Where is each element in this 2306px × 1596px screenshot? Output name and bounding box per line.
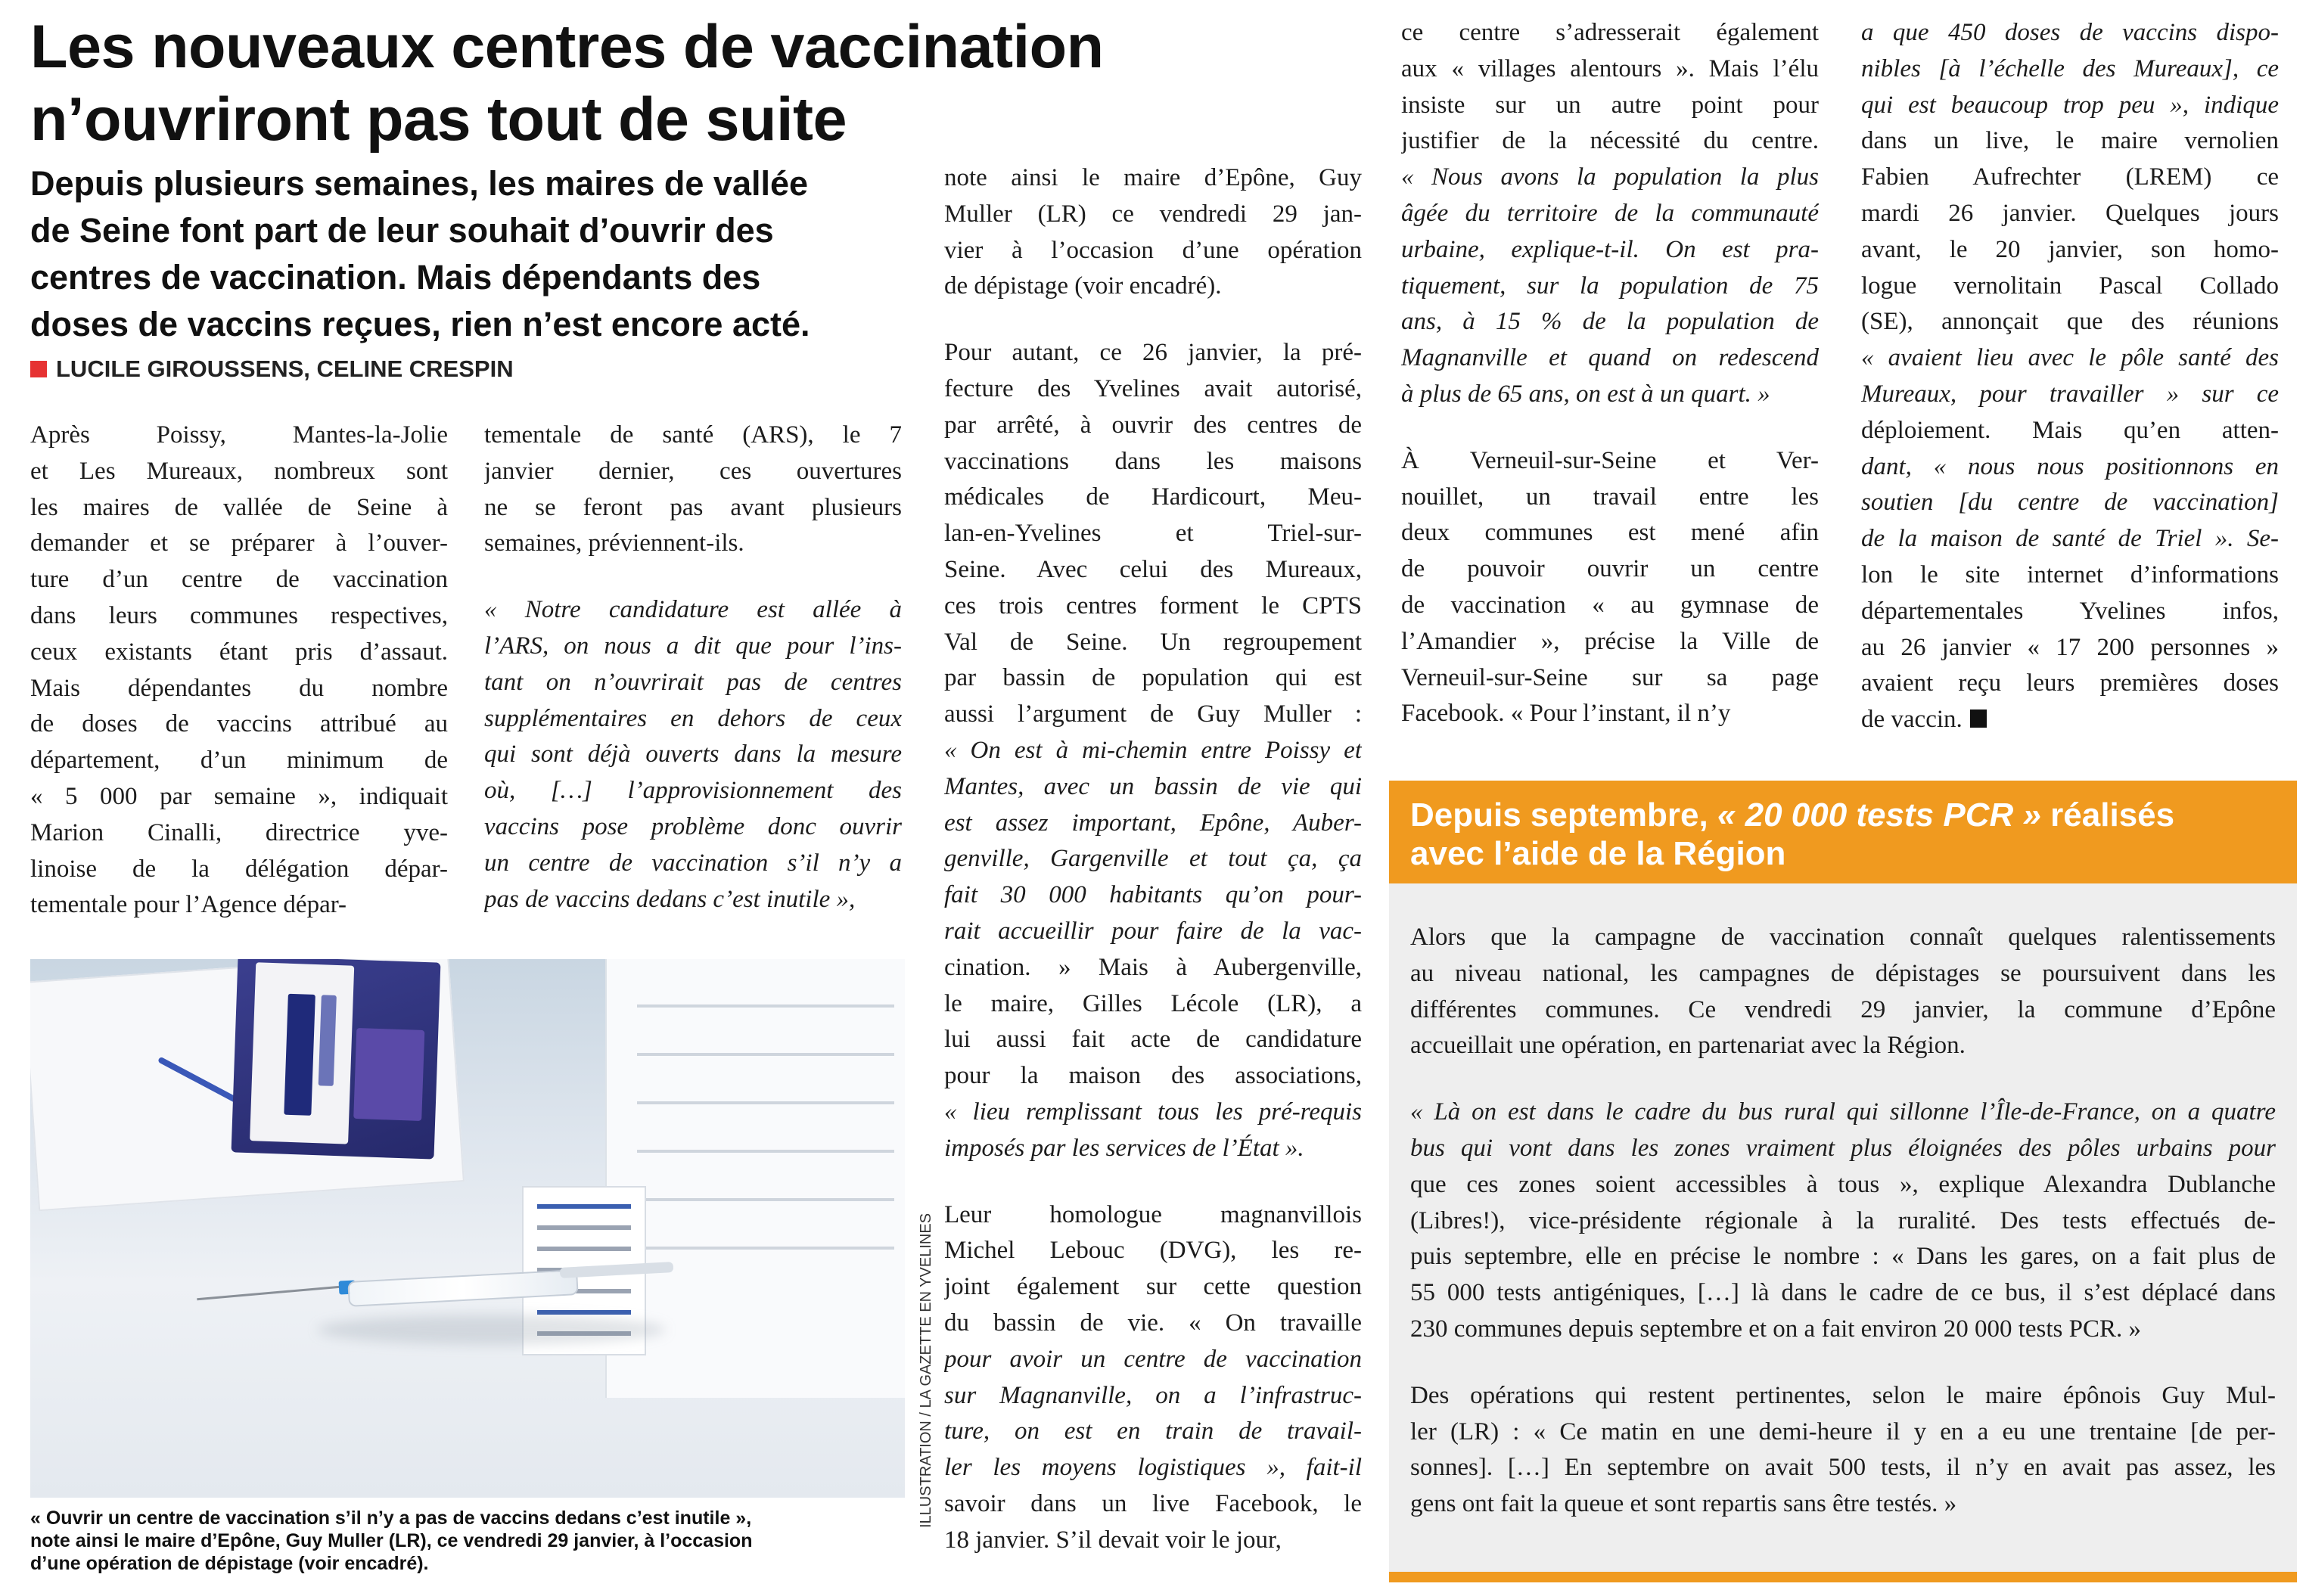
text-line: soutien [du centre de vaccination] xyxy=(1861,489,2279,517)
text-line: aussi l’argument de Guy Muller : xyxy=(944,700,1362,728)
text-line: fait 30 000 habitants qu’on pour- xyxy=(944,881,1362,909)
column-5-paragraph xyxy=(1861,15,2279,738)
text-line: du bassin de vie. « On travaille xyxy=(944,1309,1362,1337)
sidebar-paragraph-1 xyxy=(1410,920,2276,1064)
text-line: départementales Yvelines infos, xyxy=(1861,597,2279,625)
text-line: que ces zones soient accessibles à tous », explique Alexandra Dublanche xyxy=(1410,1170,2276,1198)
text-line: 230 communes depuis septembre et on a fait environ 20 000 tests PCR. » xyxy=(1410,1315,2142,1343)
sidebar-title-pre: Depuis septembre, xyxy=(1410,796,1717,834)
text-line: « 5 000 par semaine », indiquait xyxy=(30,782,448,810)
compress-box xyxy=(232,959,441,1160)
text-line: ans, à 15 % de la population de xyxy=(1401,308,1819,336)
text-line: vaccins pose problème donc ouvrir xyxy=(484,812,902,840)
article-column-4 xyxy=(1401,15,1819,732)
text-line: de la maison de santé de Triel ». Se- xyxy=(1861,525,2279,553)
text-line: aux « villages alentours ». Mais l’élu xyxy=(1401,54,1819,82)
text-line: Depuis plusieurs semaines, les maires de vallée xyxy=(30,164,809,203)
text-line: janvier dernier, ces ouvertures xyxy=(484,457,902,485)
text-line: nibles [à l’échelle des Mureaux], ce xyxy=(1861,54,2279,82)
text-line: de pouvoir ouvrir un centre xyxy=(1401,555,1819,583)
text-line: « On est à mi-chemin entre Poissy et xyxy=(944,736,1362,764)
text-line: « Notre candidature est allée à xyxy=(484,596,902,624)
text-line: un centre de vaccination s’il n’y a xyxy=(484,849,902,877)
headline-line-1: Les nouveaux centres de vaccination xyxy=(30,13,1104,81)
text-line: au niveau national, les campagnes de dépistages se poursuivent dans les xyxy=(1410,959,2276,987)
text-line: Magnanville et quand on redescend xyxy=(1401,344,1819,372)
text-line: « Ouvrir un centre de vaccination s’il n’y a pas de vaccins dedans c’est inutile », xyxy=(30,1508,752,1529)
photo-credit: ILLUSTRATION / LA GAZETTE EN YVELINES xyxy=(917,1213,934,1529)
text-line: l’Amandier », précise la Ville de xyxy=(1401,627,1819,655)
text-line: a que 450 doses de vaccins dispo- xyxy=(1861,19,2279,46)
text-line: où, […] l’approvisionnement des xyxy=(484,777,902,805)
text-line: insiste sur un autre point pour xyxy=(1401,91,1819,119)
sidebar-bottom-rule xyxy=(1389,1572,2297,1582)
text-line: genville, Gargenville et tout ça, ça xyxy=(944,845,1362,873)
text-line: ture, on est en train de travail- xyxy=(944,1417,1362,1445)
needle xyxy=(197,1286,340,1301)
text-line: puis septembre, elle en précise le nombre : « Dans les gares, on a fait plus de xyxy=(1410,1243,2276,1271)
text-line: département, d’un minimum de xyxy=(30,747,448,775)
text-line: avant, le 20 janvier, son homo- xyxy=(1861,235,2279,263)
text-line: mardi 26 janvier. Quelques jours xyxy=(1861,199,2279,227)
text-line: tiquement, sur la population de 75 xyxy=(1401,272,1819,300)
text-line: de dépistage (voir encadré). xyxy=(944,272,1222,300)
text-line: d’une opération de dépistage (voir encadré). xyxy=(30,1553,429,1574)
text-line: Val de Seine. Un regroupement xyxy=(944,628,1362,656)
text-line: Marion Cinalli, directrice yve- xyxy=(30,818,448,846)
text-line: Facebook. « Pour l’instant, il n’y xyxy=(1401,700,1731,728)
text-line: 18 janvier. S’il devait voir le jour, xyxy=(944,1526,1282,1554)
text-line: l’ARS, on nous a dit que pour l’ins- xyxy=(484,632,902,660)
text-line: ture d’un centre de vaccination xyxy=(30,566,448,594)
text-line: accueillait une opération, en partenariat avec la Région. xyxy=(1410,1032,1966,1060)
text-line: Verneuil-sur-Seine sur sa page xyxy=(1401,663,1819,691)
text-line: « Là on est dans le cadre du bus rural qui sillonne l’Île-de-France, on a quatre xyxy=(1410,1098,2276,1126)
text-line: « Nous avons la population la plus xyxy=(1401,163,1819,191)
text-line: le maire, Gilles Lécole (LR), a xyxy=(944,989,1362,1017)
column-3-paragraph-2 xyxy=(944,335,1362,1166)
text-line: ceux existants étant pris d’assaut. xyxy=(30,638,448,666)
byline-authors: LUCILE GIROUSSENS, CELINE CRESPIN xyxy=(56,356,514,382)
article-column-3 xyxy=(944,160,1362,1558)
photo-caption xyxy=(30,1507,908,1575)
text-line: 55 000 tests antigéniques, […] là dans le cadre de ce bus, il s’est déplacé dans xyxy=(1410,1279,2276,1307)
text-line: de Seine font part de leur souhait d’ouvrir des xyxy=(30,211,774,250)
text-line: doses de vaccins reçues, rien n’est encore acté. xyxy=(30,305,810,343)
text-line: urbaine, explique-t-il. On est pra- xyxy=(1401,235,1819,263)
text-line: médicales de Hardicourt, Meu- xyxy=(944,483,1362,511)
text-line: nouillet, un travail entre les xyxy=(1401,483,1819,511)
column-4-paragraph-1 xyxy=(1401,15,1819,413)
text-line: À Verneuil-sur-Seine et Ver- xyxy=(1401,446,1819,474)
text-line: ne se feront pas avant plusieurs xyxy=(484,493,902,521)
text-line: ce centre s’adresserait également xyxy=(1401,19,1819,46)
text-line: gens ont fait la queue et sont repartis sans être testés. » xyxy=(1410,1490,1957,1518)
text-line: âgée du territoire de la communauté xyxy=(1401,199,1819,227)
text-line: de vaccination « au gymnase de xyxy=(1401,591,1819,619)
text-line: différentes communes. Ce vendredi 29 janvier, la commune d’Epône xyxy=(1410,995,2276,1023)
text-line: au 26 janvier « 17 200 personnes » xyxy=(1861,633,2279,661)
text-line: rait accueillir pour faire de la vac- xyxy=(944,917,1362,945)
column-3-paragraph-1 xyxy=(944,160,1362,305)
text-line: Mantes, avec un bassin de vie qui xyxy=(944,772,1362,800)
text-line: tant on n’ouvrirait pas de centres xyxy=(484,668,902,696)
column-2-paragraph-1 xyxy=(484,418,902,562)
headline-line-2: n’ouvriront pas tout de suite xyxy=(30,85,847,154)
article-headline xyxy=(30,11,1392,156)
text-line: lan-en-Yvelines et Triel-sur- xyxy=(944,520,1362,548)
text-line: dans leurs communes respectives, xyxy=(30,601,448,629)
text-line: tementale de santé (ARS), le 7 xyxy=(484,421,902,449)
text-line: savoir dans un live Facebook, le xyxy=(944,1489,1362,1517)
text-line: (SE), annonçait que des réunions xyxy=(1861,308,2279,336)
text-line: justifier de la nécessité du centre. xyxy=(1401,127,1819,155)
end-of-article-icon xyxy=(1970,710,1987,728)
text-line: Mureaux, pour travailler » sur ce xyxy=(1861,380,2279,408)
text-line: sonnes]. […] En septembre on avait 500 tests, il n’y en avait pas assez, les xyxy=(1410,1454,2276,1482)
text-line: fecture des Yvelines avait autorisé, xyxy=(944,374,1362,402)
text-line: ces trois centres forment le CPTS xyxy=(944,592,1362,619)
article-column-2 xyxy=(484,418,902,918)
text-line: supplémentaires en dehors de ceux xyxy=(484,704,902,732)
column-4-paragraph-2 xyxy=(1401,443,1819,732)
sidebar-title-line-2: avec l’aide de la Région xyxy=(1410,835,1786,872)
sidebar-body xyxy=(1389,883,2297,1572)
text-line: de doses de vaccins attribué au xyxy=(30,710,448,738)
text-line: semaines, préviennent-ils. xyxy=(484,529,744,557)
text-line: par arrêté, à ouvrir des centres de xyxy=(944,411,1362,439)
text-line: ler (LR) : « Ce matin en une demi-heure il y en a eu une trentaine [de per- xyxy=(1410,1417,2276,1445)
text-line: pas de vaccins dedans c’est inutile », xyxy=(484,885,856,913)
text-line: Leur homologue magnanvillois xyxy=(944,1200,1362,1228)
text-line: joint également sur cette question xyxy=(944,1273,1362,1301)
text-line: avaient reçu leurs premières doses xyxy=(1861,669,2279,697)
text-line: Après Poissy, Mantes-la-Jolie xyxy=(30,421,448,449)
text-line: « lieu remplissant tous les pré-requis xyxy=(944,1098,1362,1126)
text-line: pour avoir un centre de vaccination xyxy=(944,1345,1362,1373)
sidebar-paragraph-3 xyxy=(1410,1378,2276,1523)
text-line: deux communes est mené afin xyxy=(1401,519,1819,547)
column-2-quote xyxy=(484,592,902,918)
text-line: imposés par les services de l’État ». xyxy=(944,1134,1304,1162)
sidebar-title-quote: « 20 000 tests PCR » xyxy=(1717,796,2041,834)
text-line: demander et se préparer à l’ouver- xyxy=(30,529,448,557)
text-line: dans un live, le maire vernolien xyxy=(1861,127,2279,155)
text-line: qui sont déjà ouverts dans la mesure xyxy=(484,741,902,769)
text-line: déploiement. Mais qu’en atten- xyxy=(1861,416,2279,444)
text-line: vaccinations dans les maisons xyxy=(944,447,1362,475)
text-line: centres de vaccination. Mais dépendants des xyxy=(30,258,761,297)
text-line: bus qui vont dans les zones vraiment plus éloignées des pôles urbains pour xyxy=(1410,1134,2276,1162)
text-line: par bassin de population qui est xyxy=(944,664,1362,692)
article-column-5 xyxy=(1861,15,2279,738)
text-line: Michel Lebouc (DVG), les re- xyxy=(944,1237,1362,1265)
text-line: note ainsi le maire d’Epône, Guy Muller (LR), ce vendredi 29 janvier, à l’occasion xyxy=(30,1530,753,1551)
sidebar-title xyxy=(1389,781,2297,883)
text-line: cination. » Mais à Aubergenville, xyxy=(944,953,1362,981)
text-line: lui aussi fait acte de candidature xyxy=(944,1026,1362,1054)
column-1-paragraph xyxy=(30,418,448,924)
text-line: qui est beaucoup trop peu », indique xyxy=(1861,91,2279,119)
text-line: sur Magnanville, on a l’infrastruc- xyxy=(944,1381,1362,1409)
text-line: les maires de vallée de Seine à xyxy=(30,493,448,521)
article-column-1 xyxy=(30,418,448,924)
text-line: Seine. Avec celui des Mureaux, xyxy=(944,555,1362,583)
text-line: logue vernolitain Pascal Collado xyxy=(1861,272,2279,300)
vaccine-photo xyxy=(30,959,905,1498)
text-line: lon le site internet d’informations xyxy=(1861,560,2279,588)
sidebar-box xyxy=(1389,781,2297,1582)
text-line: note ainsi le maire d’Epône, Guy xyxy=(944,164,1362,191)
text-line: vier à l’occasion d’une opération xyxy=(944,236,1362,264)
text-line: Fabien Aufrechter (LREM) ce xyxy=(1861,163,2279,191)
text-line: (Libres!), vice-présidente régionale à la ruralité. Des tests effectués de- xyxy=(1410,1206,2276,1234)
text-line: « avaient lieu avec le pôle santé des xyxy=(1861,344,2279,372)
text-line: Alors que la campagne de vaccination connaît quelques ralentissements xyxy=(1410,924,2276,951)
text-line: linoise de la délégation dépar- xyxy=(30,855,448,883)
sidebar-paragraph-2 xyxy=(1410,1095,2276,1348)
article-lead xyxy=(30,160,938,348)
text-line: et Les Mureaux, nombreux sont xyxy=(30,457,448,485)
text-line: tementale pour l’Agence dépar- xyxy=(30,891,347,919)
text-line: dant, « nous nous positionnons en xyxy=(1861,452,2279,480)
byline xyxy=(30,356,514,383)
text-line: Des opérations qui restent pertinentes, selon le maire épônois Guy Mul- xyxy=(1410,1381,2276,1409)
text-line: de vaccin. xyxy=(1861,702,2279,738)
sidebar-title-post: réalisés xyxy=(2040,796,2175,834)
text-line: Pour autant, ce 26 janvier, la pré- xyxy=(944,339,1362,367)
text-line: pour la maison des associations, xyxy=(944,1062,1362,1090)
text-line: à plus de 65 ans, on est à un quart. » xyxy=(1401,380,1770,408)
text-line: Mais dépendantes du nombre xyxy=(30,674,448,702)
text-line: Muller (LR) ce vendredi 29 jan- xyxy=(944,200,1362,228)
text-line: ler les moyens logistiques », fait-il xyxy=(944,1454,1362,1482)
text-line: est assez important, Epône, Auber- xyxy=(944,809,1362,837)
byline-square-icon xyxy=(30,361,47,377)
